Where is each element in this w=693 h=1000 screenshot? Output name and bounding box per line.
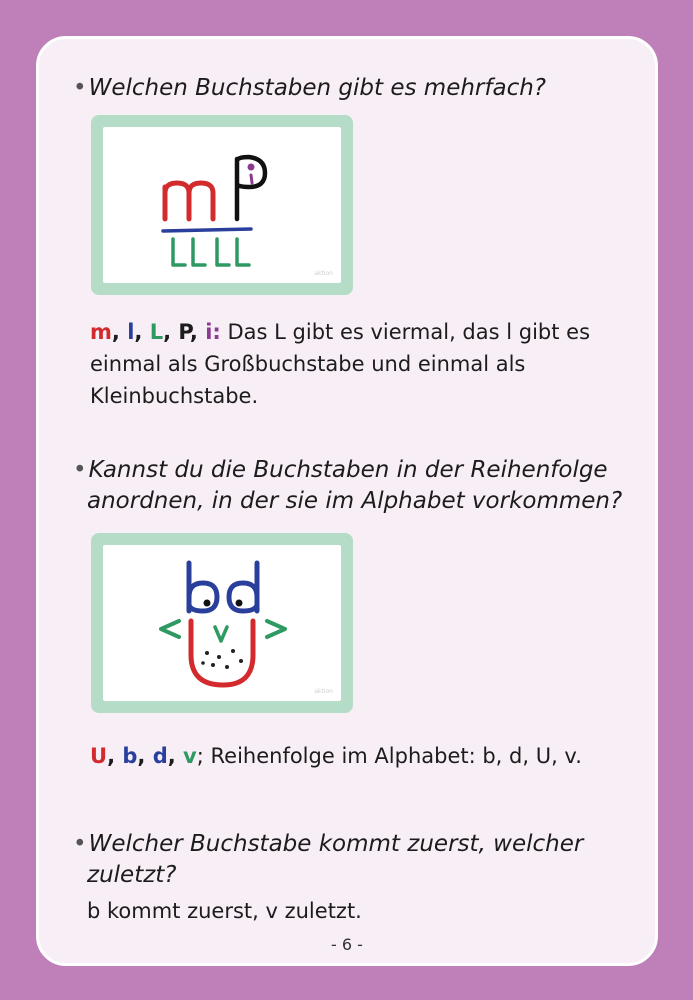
answer-separator: , — [134, 320, 150, 344]
letter-b-shape — [189, 563, 217, 611]
letter-v-shape — [215, 627, 227, 641]
illustration-2 — [103, 545, 341, 701]
letter-u-shape — [191, 621, 253, 685]
answer-letter: L — [149, 320, 164, 344]
letter-i-dot — [248, 164, 255, 171]
greater-than-shape — [267, 621, 285, 637]
answer-separator: , — [107, 744, 123, 768]
bullet: • — [73, 831, 87, 857]
question-3-line-1: Welcher Buchstabe kommt zuerst, welcher — [88, 831, 584, 857]
bullet: • — [73, 75, 87, 101]
answer-letter: l — [127, 320, 135, 344]
answer-1 — [90, 316, 610, 412]
answer-separator: , — [111, 320, 128, 344]
answer-3-text: b kommt zuerst, v zuletzt. — [87, 899, 362, 923]
illustration-2-frame — [91, 533, 353, 713]
letters-l-green — [173, 239, 249, 265]
letter-m-shape — [165, 183, 213, 219]
answer-2 — [90, 740, 610, 772]
answer-separator: , — [163, 320, 179, 344]
answer-letter: d — [152, 744, 168, 768]
illustration-1 — [103, 127, 341, 283]
question-2-line-2: anordnen, in der sie im Alphabet vorkommen? — [87, 488, 623, 514]
answer-letter: v — [183, 744, 197, 768]
eye-right — [236, 600, 243, 607]
answer-separator: , — [189, 320, 206, 344]
question-1-text: Welchen Buchstaben gibt es mehrfach? — [88, 75, 547, 101]
dots — [201, 649, 243, 669]
answer-separator: , — [137, 744, 153, 768]
question-1 — [73, 73, 546, 104]
letter-picture-mlp — [103, 127, 341, 283]
answer-1-colon: : — [212, 320, 221, 344]
image-credit: aktion — [314, 270, 333, 277]
less-than-shape — [161, 621, 179, 637]
answer-2-letters — [90, 744, 197, 768]
eye-left — [204, 600, 211, 607]
answer-letter: U — [90, 744, 108, 768]
illustration-1-frame — [91, 115, 353, 295]
bullet: • — [73, 457, 87, 483]
answer-1-letters — [90, 320, 212, 344]
letter-picture-owl — [103, 545, 341, 701]
answer-letter: b — [122, 744, 138, 768]
page-number: - 6 - — [331, 935, 363, 954]
question-3-line-2: zuletzt? — [87, 862, 177, 888]
answer-3 — [87, 895, 607, 927]
answer-letter: i — [205, 320, 213, 344]
answer-letter: m — [90, 320, 112, 344]
question-3 — [73, 829, 583, 891]
question-2 — [73, 455, 622, 517]
answer-separator: , — [167, 744, 184, 768]
question-2-line-1: Kannst du die Buchstaben in der Reihenfolge — [88, 457, 608, 483]
letter-i-stem — [251, 175, 252, 183]
letter-d-shape — [229, 563, 257, 611]
letter-l-line — [163, 229, 251, 231]
content-card — [36, 36, 658, 966]
image-credit: aktion — [314, 688, 333, 695]
answer-1-text: Das L gibt es viermal, das l gibt es einmal als Großbuchstabe und einmal als Kleinbuchstabe. — [90, 320, 591, 408]
answer-2-text: ; Reihenfolge im Alphabet: b, d, U, v. — [196, 744, 582, 768]
answer-separator: P — [178, 320, 190, 344]
